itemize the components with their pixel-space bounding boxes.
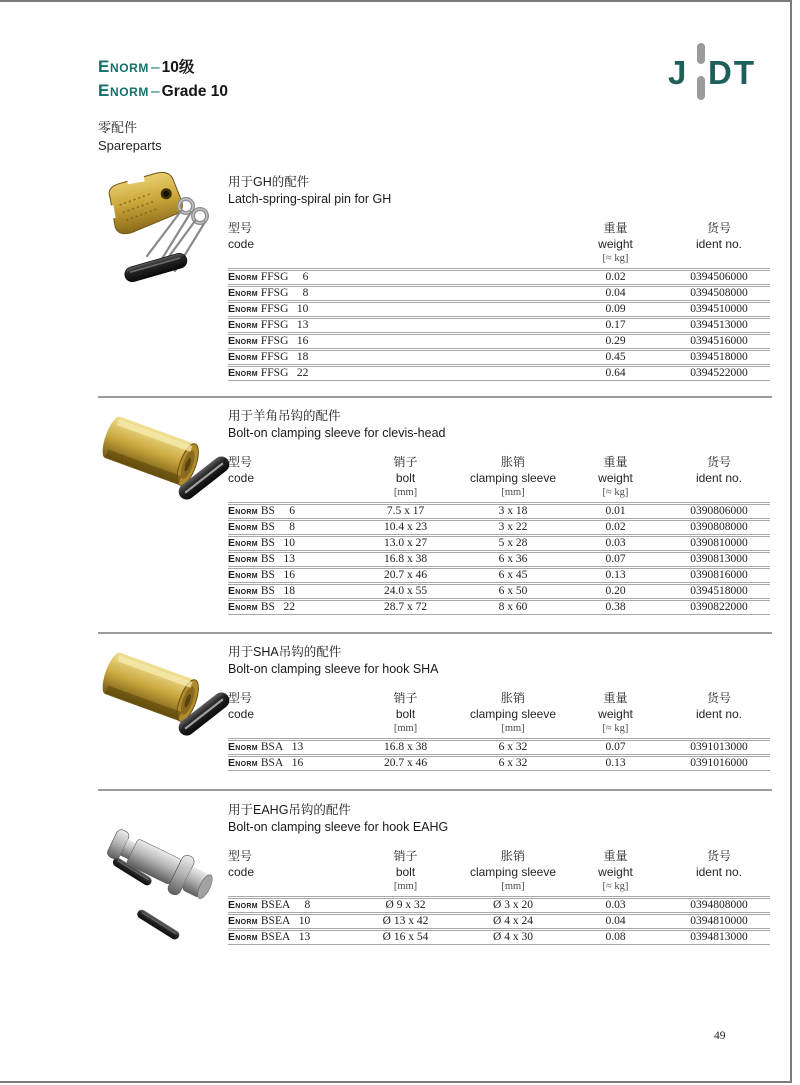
section-title-zh: 用于SHA吊钩的配件 bbox=[228, 645, 342, 659]
model-label: BSA bbox=[260, 741, 284, 753]
size-label: 18 bbox=[296, 351, 309, 363]
weight-cell: 0.04 bbox=[605, 915, 626, 927]
col-sleeve-en: clamping sleeve bbox=[469, 865, 557, 879]
code-cell bbox=[228, 553, 348, 566]
bolt-cell: Ø 13 x 42 bbox=[382, 915, 429, 927]
col-code-zh: 型号 bbox=[228, 691, 253, 705]
ident-cell: 0394810000 bbox=[690, 915, 748, 927]
weight-cell: 0.01 bbox=[605, 505, 626, 517]
ident-cell: 0390822000 bbox=[690, 601, 748, 613]
sleeve-cell: Ø 4 x 30 bbox=[493, 931, 533, 943]
table-row bbox=[228, 520, 770, 535]
weight-cell: 0.38 bbox=[605, 601, 626, 613]
table-row bbox=[228, 898, 770, 913]
size-label: 8 bbox=[289, 521, 295, 533]
code-cell bbox=[228, 335, 563, 348]
ident-cell: 0394518000 bbox=[690, 585, 748, 597]
bolt-cell: 7.5 x 17 bbox=[386, 505, 425, 517]
sleeve-cell: Ø 4 x 24 bbox=[493, 915, 533, 927]
sleeve-cell: 6 x 50 bbox=[498, 585, 528, 597]
col-code-en: code bbox=[228, 237, 255, 251]
page-edge-bottom bbox=[0, 1081, 792, 1083]
table-header bbox=[228, 220, 770, 269]
col-sleeve-zh: 胀销 bbox=[500, 691, 525, 705]
col-ident-zh: 货号 bbox=[706, 455, 731, 469]
table-row bbox=[228, 504, 770, 519]
model-label: FFSG bbox=[260, 287, 289, 299]
logo-bar-icon bbox=[697, 76, 705, 100]
col-sleeve-zh: 胀销 bbox=[500, 849, 525, 863]
weight-cell: 0.64 bbox=[605, 367, 626, 379]
brand-label: Enorm bbox=[228, 915, 258, 927]
weight-cell: 0.20 bbox=[605, 585, 626, 597]
col-sleeve-unit: [mm] bbox=[501, 881, 525, 892]
jdt-logo bbox=[664, 42, 770, 108]
sleeve-cell: 6 x 32 bbox=[498, 741, 528, 753]
col-weight-en: weight bbox=[598, 471, 633, 485]
code-cell bbox=[228, 351, 563, 364]
header-line-grade-en bbox=[98, 79, 228, 103]
bolt-cell: 16.8 x 38 bbox=[383, 741, 428, 753]
sleeve-cell: 3 x 22 bbox=[498, 521, 528, 533]
size-label: 16 bbox=[283, 569, 295, 581]
table-header bbox=[228, 848, 770, 897]
table-row bbox=[228, 350, 770, 365]
code-cell bbox=[228, 741, 348, 754]
col-sleeve-unit: [mm] bbox=[501, 487, 525, 498]
section-title-en: Bolt-on clamping sleeve for hook EAHG bbox=[228, 820, 449, 834]
col-ident-en: ident no. bbox=[695, 707, 743, 721]
col-sleeve-en: clamping sleeve bbox=[469, 471, 557, 485]
ident-cell: 0391016000 bbox=[690, 757, 748, 769]
brand-label: Enorm bbox=[228, 899, 258, 911]
model-label: BS bbox=[260, 537, 275, 549]
section-divider bbox=[98, 789, 772, 791]
col-bolt-unit: [mm] bbox=[393, 723, 418, 734]
model-label: BS bbox=[260, 569, 275, 581]
col-weight-zh: 重量 bbox=[603, 849, 628, 863]
logo-letter-j: J bbox=[668, 54, 689, 91]
ident-cell: 0391013000 bbox=[690, 741, 748, 753]
code-cell bbox=[228, 505, 348, 518]
size-label: 13 bbox=[298, 931, 311, 943]
col-weight-zh: 重量 bbox=[603, 221, 628, 235]
model-label: BS bbox=[260, 521, 275, 533]
col-ident-zh: 货号 bbox=[706, 691, 731, 705]
weight-cell: 0.04 bbox=[605, 287, 626, 299]
model-label: BSA bbox=[260, 757, 284, 769]
col-code-zh: 型号 bbox=[228, 221, 253, 235]
sleeve-cell: Ø 3 x 20 bbox=[493, 899, 533, 911]
table-row bbox=[228, 302, 770, 317]
col-bolt-en: bolt bbox=[395, 865, 416, 879]
model-label: BS bbox=[260, 601, 275, 613]
page-header bbox=[98, 55, 228, 103]
ident-cell: 0390808000 bbox=[690, 521, 748, 533]
section-title-en: Bolt-on clamping sleeve for clevis-head bbox=[228, 426, 446, 440]
table-row bbox=[228, 366, 770, 381]
col-weight-en: weight bbox=[598, 865, 633, 879]
table-row bbox=[228, 568, 770, 583]
table-row bbox=[228, 584, 770, 599]
sleeve-cell: 6 x 45 bbox=[498, 569, 528, 581]
ident-cell: 0394513000 bbox=[690, 319, 748, 331]
section-title-en: Latch-spring-spiral pin for GH bbox=[228, 192, 392, 206]
ident-cell: 0394808000 bbox=[690, 899, 748, 911]
weight-cell: 0.13 bbox=[605, 569, 626, 581]
col-sleeve-zh: 胀销 bbox=[500, 455, 525, 469]
sleeve-cell: 3 x 18 bbox=[498, 505, 528, 517]
col-weight-unit: [≈ kg] bbox=[602, 253, 629, 264]
ident-cell: 0394510000 bbox=[690, 303, 748, 315]
ident-cell: 0394508000 bbox=[690, 287, 748, 299]
weight-cell: 0.02 bbox=[605, 271, 626, 283]
table-body bbox=[228, 270, 770, 381]
col-ident-en: ident no. bbox=[695, 471, 743, 485]
dash: – bbox=[151, 59, 160, 76]
weight-cell: 0.29 bbox=[605, 335, 626, 347]
col-bolt-zh: 销子 bbox=[393, 691, 418, 705]
code-cell bbox=[228, 303, 563, 316]
code-cell bbox=[228, 319, 563, 332]
bolt-cell: 13.0 x 27 bbox=[383, 537, 428, 549]
size-label: 6 bbox=[302, 271, 309, 283]
brand-label: Enorm bbox=[228, 585, 258, 597]
col-bolt-unit: [mm] bbox=[393, 487, 418, 498]
col-weight-zh: 重量 bbox=[603, 455, 628, 469]
section-title-zh: 用于羊角吊钩的配件 bbox=[228, 409, 341, 423]
spareparts-zh: 零配件 bbox=[98, 120, 138, 135]
dash: – bbox=[151, 83, 160, 100]
model-label: BSEA bbox=[260, 931, 291, 943]
weight-cell: 0.13 bbox=[605, 757, 626, 769]
ident-cell: 0390810000 bbox=[690, 537, 748, 549]
bolt-cell: 20.7 x 46 bbox=[383, 569, 428, 581]
brand-label: Enorm bbox=[228, 537, 258, 549]
model-label: FFSG bbox=[260, 271, 289, 283]
section-divider bbox=[98, 396, 772, 398]
size-label: 16 bbox=[296, 335, 309, 347]
size-label: 6 bbox=[289, 505, 295, 517]
table-row bbox=[228, 914, 770, 929]
brand-label: Enorm bbox=[228, 553, 258, 565]
col-sleeve-unit: [mm] bbox=[501, 723, 525, 734]
size-label: 13 bbox=[296, 319, 309, 331]
col-ident-en: ident no. bbox=[695, 865, 743, 879]
grade-zh: 10级 bbox=[161, 59, 195, 76]
eahg-bolt-pins-photo bbox=[98, 800, 248, 967]
size-label: 18 bbox=[283, 585, 295, 597]
table-row bbox=[228, 740, 770, 755]
table-body bbox=[228, 504, 770, 615]
brand-label: Enorm bbox=[228, 757, 258, 769]
size-label: 8 bbox=[302, 287, 309, 299]
col-weight-unit: [≈ kg] bbox=[602, 723, 629, 734]
grade-en: Grade 10 bbox=[161, 83, 228, 100]
brand-label: Enorm bbox=[228, 303, 258, 315]
model-label: FFSG bbox=[260, 303, 289, 315]
table-row bbox=[228, 334, 770, 349]
col-code-zh: 型号 bbox=[228, 849, 253, 863]
brand-label: Enorm bbox=[228, 271, 258, 283]
brand-label: Enorm bbox=[228, 335, 258, 347]
page-edge-top bbox=[0, 0, 790, 2]
page-edge-right bbox=[790, 0, 792, 1083]
clamping-sleeve-photo bbox=[98, 638, 230, 758]
weight-cell: 0.02 bbox=[605, 521, 626, 533]
size-label: 22 bbox=[296, 367, 309, 379]
brand-label: Enorm bbox=[228, 931, 258, 943]
table-row bbox=[228, 552, 770, 567]
code-cell bbox=[228, 585, 348, 598]
col-code-en: code bbox=[228, 471, 255, 485]
section-title bbox=[228, 802, 770, 836]
brand-label: Enorm bbox=[228, 741, 258, 753]
brand-label: Enorm bbox=[228, 601, 258, 613]
col-weight-zh: 重量 bbox=[603, 691, 628, 705]
size-label: 10 bbox=[283, 537, 295, 549]
logo-letters-dt: DT bbox=[708, 54, 756, 91]
model-label: BSEA bbox=[260, 899, 291, 911]
bolt-cell: Ø 16 x 54 bbox=[382, 931, 429, 943]
col-bolt-zh: 销子 bbox=[393, 849, 418, 863]
table-row bbox=[228, 756, 770, 771]
section-hook-eahg bbox=[98, 802, 772, 945]
section-title-zh: 用于GH的配件 bbox=[228, 175, 310, 189]
col-weight-en: weight bbox=[598, 237, 633, 251]
brand-label: Enorm bbox=[228, 569, 258, 581]
section-title bbox=[228, 644, 770, 678]
model-label: BS bbox=[260, 585, 275, 597]
weight-cell: 0.03 bbox=[605, 537, 626, 549]
model-label: BS bbox=[260, 553, 275, 565]
col-bolt-unit: [mm] bbox=[393, 881, 418, 892]
bolt-cell: 24.0 x 55 bbox=[383, 585, 428, 597]
table-header bbox=[228, 454, 770, 503]
spareparts-subtitle bbox=[98, 119, 162, 155]
model-label: FFSG bbox=[260, 367, 289, 379]
latch-spring-spiral-pin-photo bbox=[98, 170, 226, 295]
ident-cell: 0394506000 bbox=[690, 271, 748, 283]
header-line-grade-zh bbox=[98, 55, 228, 79]
col-sleeve-en: clamping sleeve bbox=[469, 707, 557, 721]
section-title-zh: 用于EAHG吊钩的配件 bbox=[228, 803, 351, 817]
section-title-en: Bolt-on clamping sleeve for hook SHA bbox=[228, 662, 439, 676]
size-label: 13 bbox=[283, 553, 295, 565]
table-row bbox=[228, 270, 770, 285]
code-cell bbox=[228, 757, 348, 770]
table-body bbox=[228, 898, 770, 945]
size-label: 16 bbox=[291, 757, 304, 769]
ident-cell: 0394518000 bbox=[690, 351, 748, 363]
ident-cell: 0394516000 bbox=[690, 335, 748, 347]
model-label: BSEA bbox=[260, 915, 291, 927]
sleeve-cell: 8 x 60 bbox=[498, 601, 528, 613]
bolt-cell: 28.7 x 72 bbox=[383, 601, 428, 613]
col-code-zh: 型号 bbox=[228, 455, 253, 469]
bolt-cell: 20.7 x 46 bbox=[383, 757, 428, 769]
col-ident-en: ident no. bbox=[695, 237, 743, 251]
bolt-cell: Ø 9 x 32 bbox=[385, 899, 426, 911]
code-cell bbox=[228, 521, 348, 534]
col-ident-zh: 货号 bbox=[706, 221, 731, 235]
brand-label: Enorm bbox=[228, 367, 258, 379]
section-divider bbox=[98, 632, 772, 634]
ident-cell: 0390806000 bbox=[690, 505, 748, 517]
model-label: FFSG bbox=[260, 335, 289, 347]
bolt-cell: 10.4 x 23 bbox=[383, 521, 428, 533]
col-weight-unit: [≈ kg] bbox=[602, 487, 629, 498]
spareparts-en: Spareparts bbox=[98, 138, 162, 153]
code-cell bbox=[228, 271, 563, 284]
weight-cell: 0.08 bbox=[605, 931, 626, 943]
bolt-cell: 16.8 x 38 bbox=[383, 553, 428, 565]
section-title bbox=[228, 174, 770, 208]
size-label: 10 bbox=[296, 303, 309, 315]
ident-cell: 0390813000 bbox=[690, 553, 748, 565]
col-ident-zh: 货号 bbox=[706, 849, 731, 863]
size-label: 8 bbox=[304, 899, 311, 911]
weight-cell: 0.03 bbox=[605, 899, 626, 911]
code-cell bbox=[228, 287, 563, 300]
brand-label: Enorm bbox=[228, 505, 258, 517]
sleeve-cell: 6 x 32 bbox=[498, 757, 528, 769]
col-bolt-en: bolt bbox=[395, 707, 416, 721]
col-weight-unit: [≈ kg] bbox=[602, 881, 629, 892]
col-bolt-en: bolt bbox=[395, 471, 416, 485]
code-cell bbox=[228, 601, 348, 614]
sleeve-cell: 6 x 36 bbox=[498, 553, 528, 565]
weight-cell: 0.07 bbox=[605, 553, 626, 565]
size-label: 13 bbox=[291, 741, 304, 753]
size-label: 10 bbox=[298, 915, 311, 927]
table-row bbox=[228, 930, 770, 945]
table-header bbox=[228, 690, 770, 739]
weight-cell: 0.09 bbox=[605, 303, 626, 315]
brand-wordmark: Enorm bbox=[98, 81, 150, 100]
brand-label: Enorm bbox=[228, 287, 258, 299]
table-row bbox=[228, 536, 770, 551]
clamping-sleeve-photo bbox=[98, 402, 230, 522]
section-clevis-head bbox=[98, 408, 772, 615]
col-code-en: code bbox=[228, 707, 255, 721]
model-label: BS bbox=[260, 505, 275, 517]
table-row bbox=[228, 600, 770, 615]
col-bolt-zh: 销子 bbox=[393, 455, 418, 469]
model-label: FFSG bbox=[260, 351, 289, 363]
model-label: FFSG bbox=[260, 319, 289, 331]
table-row bbox=[228, 286, 770, 301]
brand-wordmark: Enorm bbox=[98, 57, 150, 76]
weight-cell: 0.07 bbox=[605, 741, 626, 753]
col-code-en: code bbox=[228, 865, 255, 879]
section-hook-sha bbox=[98, 644, 772, 771]
ident-cell: 0394813000 bbox=[690, 931, 748, 943]
brand-label: Enorm bbox=[228, 351, 258, 363]
table-row bbox=[228, 318, 770, 333]
sleeve-cell: 5 x 28 bbox=[498, 537, 528, 549]
section-title bbox=[228, 408, 770, 442]
brand-label: Enorm bbox=[228, 319, 258, 331]
code-cell bbox=[228, 569, 348, 582]
logo-bar-icon bbox=[697, 43, 705, 64]
col-weight-en: weight bbox=[598, 707, 633, 721]
size-label: 22 bbox=[283, 601, 295, 613]
weight-cell: 0.17 bbox=[605, 319, 626, 331]
brand-label: Enorm bbox=[228, 521, 258, 533]
code-cell bbox=[228, 367, 563, 380]
weight-cell: 0.45 bbox=[605, 351, 626, 363]
table-body bbox=[228, 740, 770, 771]
ident-cell: 0390816000 bbox=[690, 569, 748, 581]
ident-cell: 0394522000 bbox=[690, 367, 748, 379]
code-cell bbox=[228, 537, 348, 550]
page-number: 49 bbox=[714, 1030, 726, 1042]
section-gh bbox=[98, 174, 772, 381]
